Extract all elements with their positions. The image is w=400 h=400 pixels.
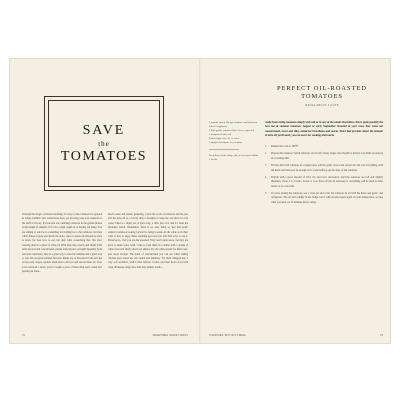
recipe-steps bbox=[265, 145, 383, 208]
ingredient-item: 1 bulb garlic, separated into cloves, unpeeled bbox=[209, 129, 255, 132]
recipe-step bbox=[265, 164, 383, 173]
ingredients-list bbox=[209, 121, 258, 162]
left-column-1 bbox=[22, 213, 102, 317]
left-running-head: SOMETIMES I MAKE THINGS bbox=[152, 334, 188, 337]
sidebar-divider bbox=[209, 149, 239, 150]
left-column-2 bbox=[108, 213, 188, 317]
step-text: Preheat the oven to 300°F. bbox=[271, 145, 299, 148]
recipe-step bbox=[265, 145, 383, 149]
ingredient-item: 1 teaspoon kosher salt bbox=[209, 133, 232, 136]
step-number: 1 bbox=[265, 145, 267, 148]
step-text: Prepare the tomatoes: Small tomatoes can be left whole; larger ones should be halved. Lay them cut-side up in a roasting dish. bbox=[271, 152, 383, 160]
left-folio bbox=[22, 334, 188, 337]
step-text: Drizzle with a good amount of olive oil, and roast, uncovered, until the tomatoes are soft and slightly shrunken, about 2 to 3 hours. Leave to cool. Pour off the oil and keep it; everything will be used to dress salads or to cook with. bbox=[271, 176, 383, 188]
left-column-2-text: much easier and easiest gathering. I gave the stock of tomatoes and the jars and the pans all as a lovely, then a thoughts to keep the old slices in cold water. There's a slight yes, it goes long, a little just a lot and it's from the shrunken bench. Remember, there is no easy thing as 'just this point' tomato's tomatoes looking forward to being roasted. As the value as in their odds or how to enjoy them, anything goes and you will find ways to use it. Preserve no, I bet you are disconcerted. They aren't quite sauce, but they are great to make sauce with. I like to roast them in a skillet with a splash of white wine and finely sliced red shallot. Try the other spread for their toast, and ready enough. The point of concentrated you can use when adding chicken and cooked all, tale varied and summery. Try them whipped into a very soft scramble, with a little leftover Comté, and then heat's food with crisp chickpeas, tangy feta, then feta Tomato Garlic... bbox=[108, 213, 188, 269]
left-column-1-text: Through the magic of modern farming, it's easy to take tomatoes for granted as being available year round these days, yet growing your own tomatoes is the stuff of victory. It's true that old, rambling tomatoes in the garden picked at the height of summer, if it's not a sight ought on to buying out many. You are aiming to lend as to something for holding us to the tomatoes, but then what? Pause is gone and should be done, sauce to pause and should be done to know the best how to eat, but then what sweetening this, this slow roasting then in a glaze of olive oil. With time they season and finish folks such devoted and concentrated, pursue and put juicy enough! Speaking from personal experience, here is a great way to save the summer and a great way to save flat out great summer flavours. Plants are so flavoured in the salt and on the early stages, spoken when and to still yet and season them all. Over your tomatoes. I know you've bought a pack of these then been crated into peanut just done... bbox=[22, 213, 102, 274]
chapter-title-inner-frame bbox=[48, 100, 160, 187]
right-page bbox=[201, 59, 390, 343]
right-running-head: TOMATOES, BUT NOT A MEAL bbox=[209, 334, 246, 337]
step-text: Fill the dish with tomatoes in a single layer, add the garlic cloves and scatter the salt over everything. Add the herbs and then pour in enough oil to come halfway up the sides of the tomatoes. bbox=[271, 164, 383, 172]
step-number: 2 bbox=[265, 152, 267, 156]
recipe-title-line-2: TOMATOES bbox=[301, 93, 343, 100]
left-page bbox=[10, 59, 200, 343]
left-body-text bbox=[22, 213, 188, 317]
step-number: 4 bbox=[265, 176, 267, 180]
chapter-title-frame bbox=[44, 96, 164, 191]
step-text: If you're storing the tomatoes, use a clean jar and cover the tomatoes in oil with the herbs and garlic, and refrigerate. The oil will solidify in the fridge, but it will become liquid again at room temperature, so take what you need out 30 minutes before using. bbox=[271, 192, 383, 204]
recipe-intro: Aside from eating tomatoes simply with salt or in any of the salads that follow, this is quite possibly the best use of summer tomatoes. August or early September. Roasted in your oven, they come out concentrated, sweet and silky, suited for bruschetta and sauces. Don't feel precious about the amount of olive oil you'll need; you can use it for cooking afterwards. bbox=[265, 121, 383, 138]
storage-note: Keep these in the fridge, they're best used within 2 weeks. bbox=[209, 153, 258, 161]
right-folio bbox=[209, 334, 383, 337]
recipe-step bbox=[265, 152, 383, 161]
book-spread bbox=[10, 59, 390, 343]
recipe-title bbox=[263, 85, 381, 101]
chapter-title-the: the bbox=[98, 139, 110, 148]
ingredient-item: Extra-virgin olive oil, to cover bbox=[209, 137, 240, 140]
chapter-title-save: SAVE bbox=[82, 122, 126, 138]
left-page-number: 72 bbox=[22, 334, 25, 337]
recipe-yield: MAKES ABOUT 2 CUPS bbox=[305, 104, 339, 107]
ingredient-item: 3 sprigs fresh thyme or rosemary bbox=[209, 141, 242, 144]
recipe-step bbox=[265, 192, 383, 205]
step-number: 5 bbox=[265, 192, 267, 196]
recipe-step bbox=[265, 176, 383, 189]
step-number: 3 bbox=[265, 164, 267, 168]
recipe-title-line-1: PERFECT OIL-ROASTED bbox=[276, 85, 368, 92]
right-page-number: 73 bbox=[380, 334, 383, 337]
ingredient-item: 2 pounds (about 20) ripe tomatoes and heirloom halved lengthwise bbox=[209, 121, 258, 128]
chapter-title-tomatoes: TOMATOES bbox=[60, 148, 148, 164]
